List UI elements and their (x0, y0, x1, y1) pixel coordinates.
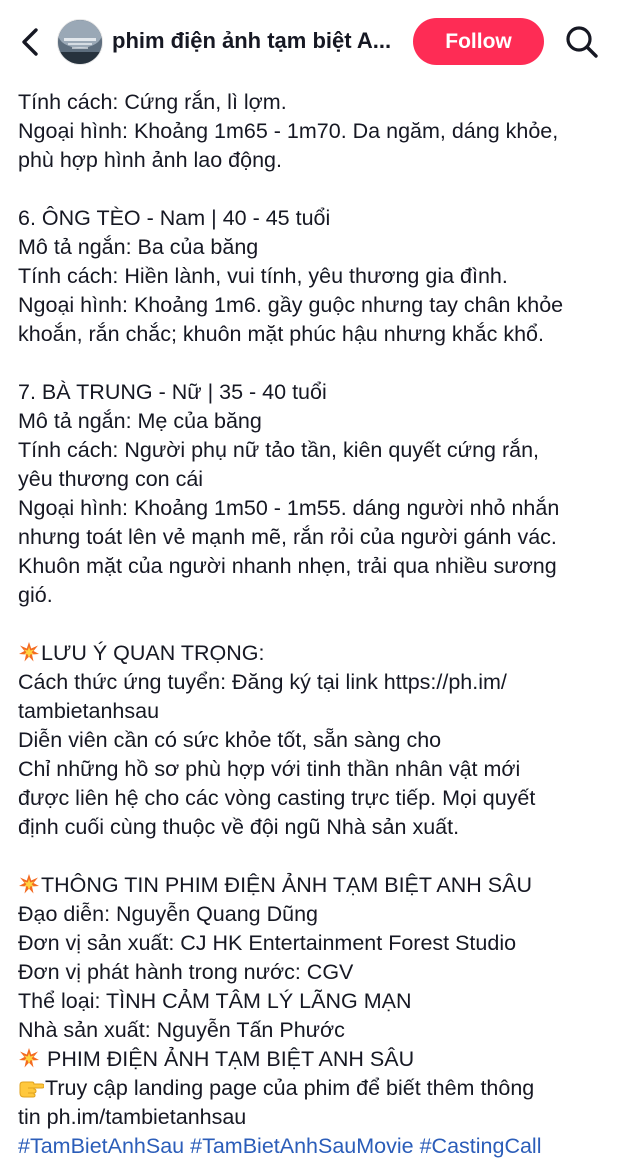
notice-line: Diễn viên cần có sức khỏe tốt, sẵn sàng cho (18, 728, 442, 752)
char5-appearance-cont: phù hợp hình ảnh lao động. (18, 148, 282, 172)
hashtag-link[interactable]: #TamBietAnhSau (18, 1134, 185, 1158)
info-title: PHIM ĐIỆN ẢNH TẠM BIỆT ANH SÂU (41, 1047, 415, 1071)
collision-spark-icon (18, 1047, 40, 1069)
landing-text: Truy cập landing page của phim để biết thêm thông (45, 1076, 535, 1100)
char7-appearance-cont: gió. (18, 583, 53, 607)
hashtag-link[interactable]: #TamBietAnhSauMovie (190, 1134, 414, 1158)
char6-short-desc: Mô tả ngắn: Ba của băng (18, 235, 259, 259)
collision-spark-icon (18, 873, 40, 895)
char7-appearance-cont: nhưng toát lên vẻ mạnh mẽ, rắn rỏi của người gánh vác. (18, 525, 557, 549)
char7-appearance-cont: Khuôn mặt của người nhanh nhẹn, trải qua nhiều sương (18, 554, 557, 578)
char7-heading: 7. BÀ TRUNG - Nữ | 35 - 40 tuổi (18, 380, 327, 404)
top-bar (0, 0, 622, 82)
info-distribution: Đơn vị phát hành trong nước: CGV (18, 960, 354, 984)
info-heading-row (18, 871, 612, 900)
back-button[interactable] (12, 24, 48, 60)
char7-short-desc: Mô tả ngắn: Mẹ của băng (18, 409, 262, 433)
collision-spark-icon (18, 641, 40, 663)
char7-personality: Tính cách: Người phụ nữ tảo tần, kiên quyết cứng rắn, (18, 438, 540, 462)
notice-line: được liên hệ cho các vòng casting trực tiếp. Mọi quyết (18, 786, 536, 810)
info-heading: THÔNG TIN PHIM ĐIỆN ẢNH TẠM BIỆT ANH SÂU (41, 873, 532, 897)
hashtag-link[interactable]: #CastingCall (419, 1134, 542, 1158)
post-caption (18, 59, 612, 1161)
char6-heading: 6. ÔNG TÈO - Nam | 40 - 45 tuổi (18, 206, 331, 230)
avatar[interactable] (57, 19, 103, 65)
info-title-row (18, 1045, 612, 1074)
notice-line: Chỉ những hồ sơ phù hợp với tinh thần nhân vật mới (18, 757, 521, 781)
notice-line: Cách thức ứng tuyển: Đăng ký tại link https://ph.im/ (18, 670, 507, 694)
notice-link[interactable]: tambietanhsau (18, 699, 160, 723)
char7-personality-cont: yêu thương con cái (18, 467, 204, 491)
notice-line: định cuối cùng thuộc về đội ngũ Nhà sản xuất. (18, 815, 460, 839)
info-production: Đơn vị sản xuất: CJ HK Entertainment Forest Studio (18, 931, 517, 955)
search-button[interactable] (562, 22, 602, 62)
char6-personality: Tính cách: Hiền lành, vui tính, yêu thương gia đình. (18, 264, 508, 288)
info-director: Đạo diễn: Nguyễn Quang Dũng (18, 902, 319, 926)
hashtag-row (18, 1132, 612, 1161)
char6-appearance: Ngoại hình: Khoảng 1m6. gầy guộc nhưng tay chân khỏe (18, 293, 564, 317)
search-icon (565, 25, 599, 59)
char5-personality: Tính cách: Cứng rắn, lì lợm. (18, 90, 287, 114)
char5-appearance: Ngoại hình: Khoảng 1m65 - 1m70. Da ngăm, dáng khỏe, (18, 119, 559, 143)
landing-row (18, 1074, 612, 1103)
chevron-left-icon (19, 27, 41, 57)
notice-heading-row (18, 639, 612, 668)
notice-heading: LƯU Ý QUAN TRỌNG: (41, 641, 265, 665)
info-genre: Thể loại: TÌNH CẢM TÂM LÝ LÃNG MẠN (18, 989, 412, 1013)
channel-title[interactable]: phim điện ảnh tạm biệt A... (112, 28, 392, 53)
landing-link[interactable]: tin ph.im/tambietanhsau (18, 1105, 247, 1129)
follow-button[interactable]: Follow (413, 18, 544, 65)
char6-appearance-cont: khoắn, rắn chắc; khuôn mặt phúc hậu nhưng khắc khổ. (18, 322, 544, 346)
pointing-hand-icon (18, 1076, 44, 1098)
info-producer: Nhà sản xuất: Nguyễn Tấn Phước (18, 1018, 345, 1042)
char7-appearance: Ngoại hình: Khoảng 1m50 - 1m55. dáng người nhỏ nhắn (18, 496, 560, 520)
